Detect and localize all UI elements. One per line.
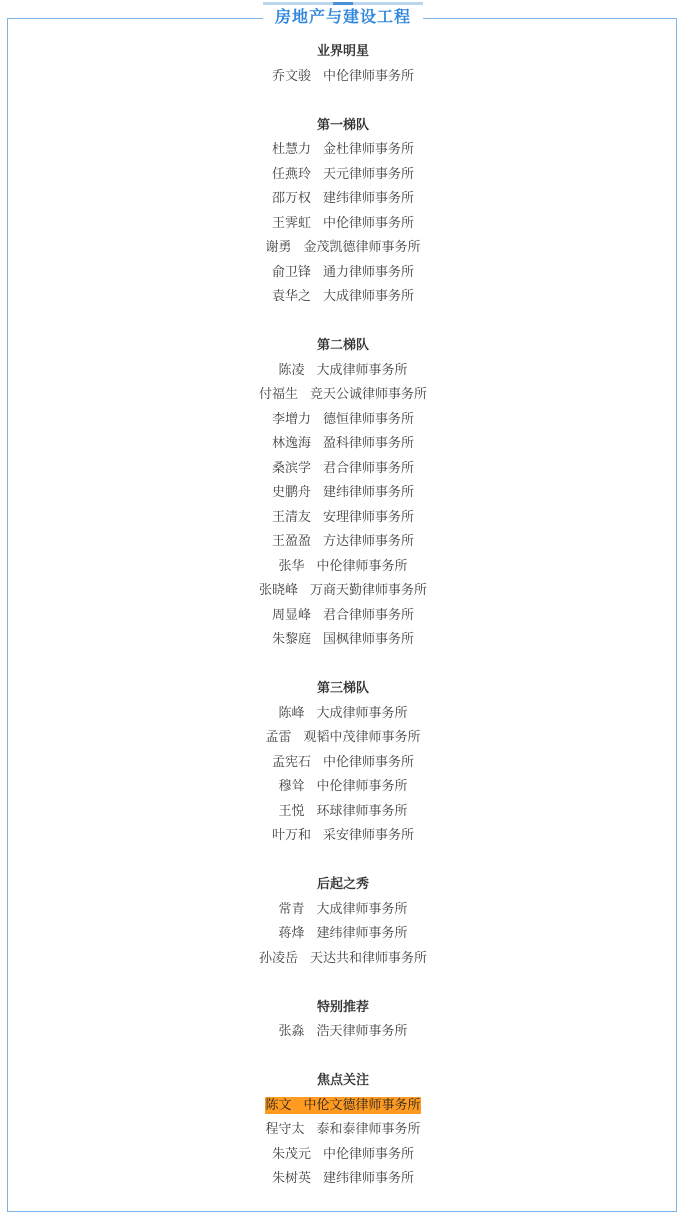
law-firm-name: 德恒律师事务所 bbox=[323, 411, 415, 427]
lawyer-entry bbox=[0, 65, 686, 90]
law-firm-name: 建纬律师事务所 bbox=[323, 1171, 415, 1186]
law-firm-name: 大成律师事务所 bbox=[316, 362, 408, 378]
ranking-section bbox=[0, 114, 686, 310]
highlight-marker bbox=[265, 1097, 420, 1114]
lawyer-entry bbox=[0, 1143, 686, 1168]
lawyer-name: 袁华之 bbox=[271, 289, 311, 304]
lawyer-entry bbox=[0, 359, 686, 384]
page-title: 房地产与建设工程 bbox=[274, 7, 411, 26]
lawyer-entry bbox=[0, 775, 686, 800]
lawyer-entry bbox=[0, 212, 686, 237]
law-firm-name: 中伦律师事务所 bbox=[316, 558, 408, 574]
lawyer-name: 张华 bbox=[278, 558, 305, 574]
law-firm-name: 通力律师事务所 bbox=[323, 264, 415, 280]
law-firm-name: 中伦律师事务所 bbox=[323, 215, 415, 231]
law-firm-name: 金杜律师事务所 bbox=[323, 142, 415, 157]
lawyer-entry bbox=[0, 457, 686, 482]
lawyer-name: 周显峰 bbox=[271, 607, 311, 623]
lawyer-name: 王盈盈 bbox=[271, 534, 311, 549]
lawyer-entry bbox=[0, 408, 686, 433]
law-firm-name: 浩天律师事务所 bbox=[316, 1024, 408, 1039]
lawyer-name: 谢勇 bbox=[265, 240, 292, 255]
law-firm-name: 中伦律师事务所 bbox=[316, 779, 408, 794]
lawyer-entry bbox=[0, 604, 686, 629]
law-firm-name: 大成律师事务所 bbox=[316, 901, 408, 917]
lawyer-entry bbox=[0, 163, 686, 188]
header-notch-decoration bbox=[333, 2, 353, 5]
law-firm-name: 君合律师事务所 bbox=[323, 460, 415, 476]
law-firm-name: 采安律师事务所 bbox=[323, 828, 415, 843]
lawyer-entry bbox=[0, 285, 686, 310]
lawyer-entry bbox=[0, 187, 686, 212]
lawyer-entry bbox=[0, 555, 686, 580]
lawyer-name: 张淼 bbox=[278, 1024, 305, 1039]
law-firm-name: 天元律师事务所 bbox=[323, 166, 415, 182]
lawyer-entry bbox=[0, 579, 686, 604]
law-firm-name: 金茂凯德律师事务所 bbox=[303, 240, 421, 255]
law-firm-name: 中伦文德律师事务所 bbox=[303, 1097, 421, 1113]
lawyer-entry bbox=[0, 1020, 686, 1045]
law-firm-name: 建纬律师事务所 bbox=[323, 485, 415, 500]
section-header bbox=[263, 2, 423, 30]
lawyer-name: 任燕玲 bbox=[271, 166, 311, 182]
lawyer-name: 朱树英 bbox=[271, 1171, 311, 1186]
lawyer-entry bbox=[0, 922, 686, 947]
lawyer-name: 常青 bbox=[278, 901, 305, 917]
lawyer-entry bbox=[0, 751, 686, 776]
law-firm-name: 观韬中茂律师事务所 bbox=[303, 730, 421, 745]
lawyer-entry bbox=[0, 800, 686, 825]
lawyer-entry bbox=[0, 236, 686, 261]
lawyer-name: 俞卫锋 bbox=[271, 264, 311, 280]
lawyer-entry bbox=[0, 947, 686, 972]
lawyer-name: 孟雷 bbox=[265, 730, 292, 745]
lawyer-name: 朱黎庭 bbox=[271, 632, 311, 647]
section-title: 第三梯队 bbox=[316, 681, 369, 696]
ranking-section bbox=[0, 677, 686, 849]
law-firm-name: 中伦律师事务所 bbox=[323, 68, 415, 84]
ranking-section bbox=[0, 1069, 686, 1192]
law-firm-name: 方达律师事务所 bbox=[323, 534, 415, 549]
ranking-section bbox=[0, 996, 686, 1045]
lawyer-name: 林逸海 bbox=[271, 436, 311, 451]
lawyer-name: 桑滨学 bbox=[271, 460, 311, 476]
ranking-section bbox=[0, 334, 686, 653]
lawyer-entry bbox=[0, 383, 686, 408]
lawyer-name: 付福生 bbox=[258, 387, 298, 402]
law-firm-name: 安理律师事务所 bbox=[323, 509, 415, 525]
lawyer-entry bbox=[0, 1118, 686, 1143]
lawyer-entry bbox=[0, 1167, 686, 1192]
law-firm-name: 天达共和律师事务所 bbox=[310, 950, 428, 966]
law-firm-name: 建纬律师事务所 bbox=[316, 926, 408, 941]
ranking-section bbox=[0, 873, 686, 971]
lawyer-name: 王清友 bbox=[271, 509, 311, 525]
section-title: 第一梯队 bbox=[316, 117, 369, 133]
lawyer-name: 王悦 bbox=[278, 803, 305, 819]
ranking-list bbox=[0, 40, 686, 1192]
section-title: 焦点关注 bbox=[316, 1073, 369, 1088]
lawyer-name: 蒋烽 bbox=[278, 926, 305, 941]
law-firm-name: 竞天公诚律师事务所 bbox=[310, 387, 428, 402]
lawyer-name: 陈峰 bbox=[278, 705, 305, 721]
lawyer-name: 程守太 bbox=[265, 1122, 305, 1137]
lawyer-entry bbox=[0, 506, 686, 531]
lawyer-entry bbox=[0, 261, 686, 286]
lawyer-entry bbox=[0, 530, 686, 555]
lawyer-name: 穆耸 bbox=[278, 779, 305, 794]
lawyer-entry bbox=[0, 702, 686, 727]
section-title: 业界明星 bbox=[316, 44, 369, 59]
lawyer-name: 李增力 bbox=[271, 411, 311, 427]
lawyer-entry bbox=[0, 138, 686, 163]
section-title: 第二梯队 bbox=[316, 338, 369, 353]
law-firm-name: 君合律师事务所 bbox=[323, 607, 415, 623]
lawyer-entry bbox=[0, 628, 686, 653]
law-firm-name: 中伦律师事务所 bbox=[323, 1146, 415, 1162]
lawyer-entry bbox=[0, 1094, 686, 1119]
lawyer-entry bbox=[0, 898, 686, 923]
law-firm-name: 建纬律师事务所 bbox=[323, 191, 415, 206]
ranking-section bbox=[0, 40, 686, 89]
law-firm-name: 中伦律师事务所 bbox=[323, 754, 415, 770]
lawyer-entry bbox=[0, 824, 686, 849]
lawyer-entry bbox=[0, 481, 686, 506]
lawyer-name: 陈凌 bbox=[278, 362, 305, 378]
lawyer-name: 史鹏舟 bbox=[271, 485, 311, 500]
law-firm-name: 国枫律师事务所 bbox=[323, 632, 415, 647]
law-firm-name: 泰和泰律师事务所 bbox=[316, 1122, 421, 1137]
law-firm-name: 万商天勤律师事务所 bbox=[310, 583, 428, 598]
lawyer-name: 乔文骏 bbox=[271, 68, 311, 84]
section-title: 特别推荐 bbox=[316, 999, 369, 1015]
lawyer-name: 陈文 bbox=[265, 1097, 292, 1113]
lawyer-name: 张晓峰 bbox=[258, 583, 298, 598]
lawyer-entry bbox=[0, 432, 686, 457]
lawyer-name: 邵万权 bbox=[271, 191, 311, 206]
lawyer-name: 朱茂元 bbox=[271, 1146, 311, 1162]
law-firm-name: 环球律师事务所 bbox=[316, 803, 408, 819]
lawyer-name: 孙凌岳 bbox=[258, 950, 298, 966]
lawyer-name: 叶万和 bbox=[271, 828, 311, 843]
lawyer-name: 杜慧力 bbox=[271, 142, 311, 157]
law-firm-name: 盈科律师事务所 bbox=[323, 436, 415, 451]
lawyer-name: 王霁虹 bbox=[271, 215, 311, 231]
law-firm-name: 大成律师事务所 bbox=[323, 289, 415, 304]
lawyer-name: 孟宪石 bbox=[271, 754, 311, 770]
law-firm-name: 大成律师事务所 bbox=[316, 705, 408, 721]
lawyer-entry bbox=[0, 726, 686, 751]
section-title: 后起之秀 bbox=[316, 877, 369, 892]
